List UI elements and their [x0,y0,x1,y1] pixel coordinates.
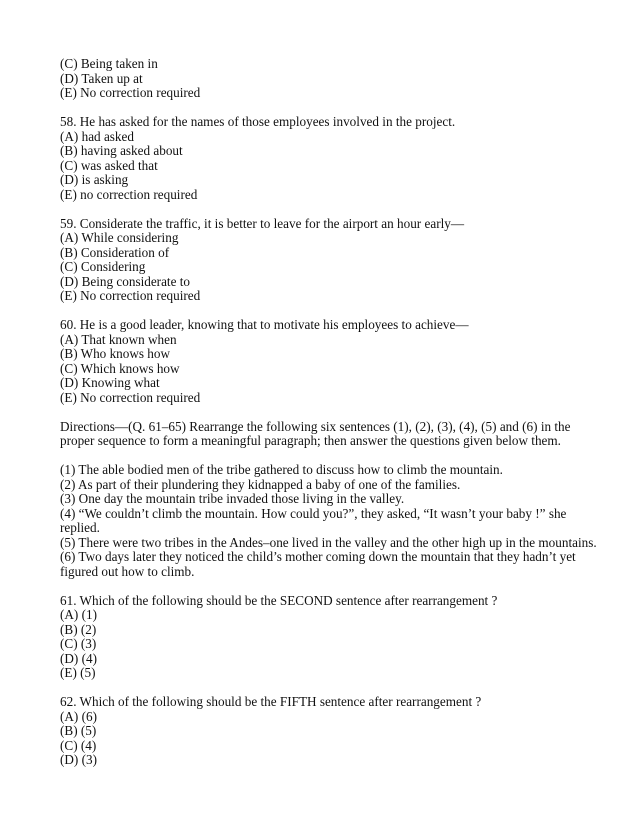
question-text: 59. Considerate the traffic, it is better to leave for the airport an hour early— [60,215,465,231]
option-a: (A) (6) [60,708,97,724]
option-b: (B) (5) [60,723,97,738]
option-b: (B) Consideration of [60,244,170,260]
sentence-2: (2) As part of their plundering they kidnapped a baby of one of the families. [60,476,461,492]
sentence-4-line-2: replied. [60,520,100,535]
directions-line-1: Directions—(Q. 61–65) Rearrange the following six sentences (1), (2), (3), (4), (5) and (6) in the [60,418,571,434]
option-d: (D) Knowing what [60,375,160,390]
option-d: (D) is asking [60,172,129,187]
question-59 [60,217,580,304]
sentence-list [60,462,597,579]
sentence-5: (5) There were two tribes in the Andes–one lived in the valley and the other high up in the mountains. [60,534,597,550]
option-c: (C) Considering [60,259,146,274]
option-b: (B) having asked about [60,143,183,158]
question-62 [60,695,580,768]
option-d: (D) Taken up at [60,70,143,86]
directions-line-2: proper sequence to form a meaningful paragraph; then answer the questions given below them. [60,433,561,448]
option-b: (B) Who knows how [60,346,171,361]
sentence-1: (1) The able bodied men of the tribe gathered to discuss how to climb the mountain. [60,462,503,477]
option-c: (C) was asked that [60,157,158,173]
intro-options [60,57,580,101]
option-e: (E) No correction required [60,389,201,405]
directions [60,420,580,449]
sentence-3: (3) One day the mountain tribe invaded those living in the valley. [60,491,405,506]
question-text: 58. He has asked for the names of those employees involved in the project. [60,114,456,129]
option-e: (E) (5) [60,665,96,680]
option-c: (C) (3) [60,636,97,651]
question-61 [60,594,580,681]
option-c: (C) Being taken in [60,56,158,71]
question-text: 61. Which of the following should be the SECOND sentence after rearrangement ? [60,592,498,608]
document-page [60,56,597,768]
question-text: 60. He is a good leader, knowing that to motivate his employees to achieve— [60,317,469,332]
option-e: (E) no correction required [60,186,198,202]
option-d: (D) (4) [60,650,97,666]
option-d: (D) (3) [60,752,97,767]
option-c: (C) (4) [60,737,97,753]
option-e: (E) No correction required [60,288,201,303]
option-a: (A) That known when [60,331,177,347]
option-e: (E) No correction required [60,85,201,100]
question-60 [60,318,580,405]
sentence-4-line-1: (4) “We couldn’t climb the mountain. How could you?”, they asked, “It wasn’t your baby !” she [60,505,567,521]
option-a: (A) had asked [60,128,134,144]
option-a: (A) (1) [60,607,97,622]
option-a: (A) While considering [60,230,179,245]
option-b: (B) (2) [60,621,97,637]
option-c: (C) Which knows how [60,360,180,376]
question-58 [60,115,580,202]
sentence-6-line-2: figured out how to climb. [60,563,195,579]
option-d: (D) Being considerate to [60,273,191,289]
sentence-6-line-1: (6) Two days later they noticed the child’s mother coming down the mountain that they hadn’t yet [60,549,576,564]
question-text: 62. Which of the following should be the FIFTH sentence after rearrangement ? [60,694,482,709]
